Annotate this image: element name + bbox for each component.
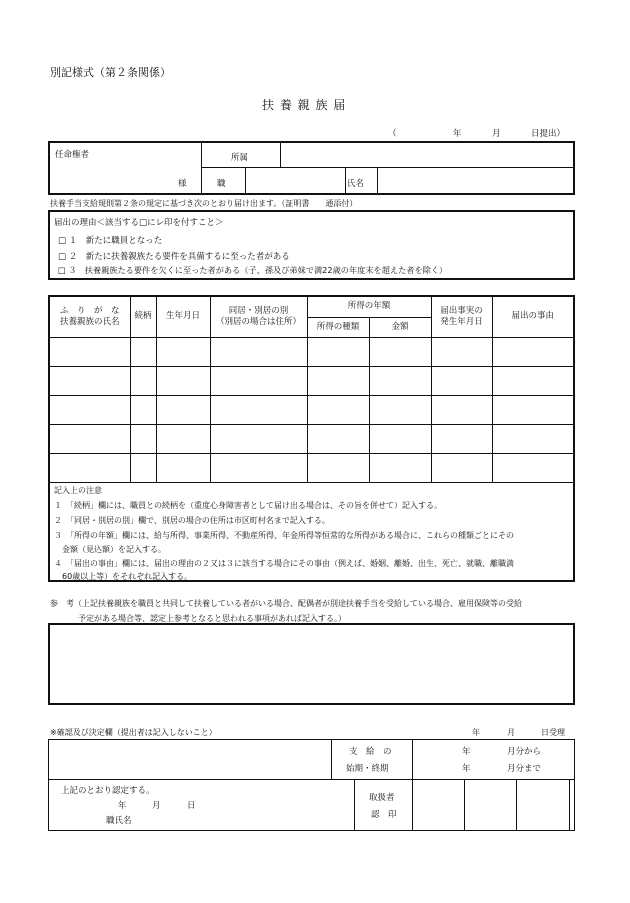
table-cell[interactable] — [210, 366, 307, 395]
table-cell[interactable] — [307, 337, 369, 366]
table-cell[interactable] — [156, 424, 210, 453]
certified-month-label: 月 — [152, 801, 161, 811]
table-cell[interactable] — [156, 366, 210, 395]
header-residence — [210, 297, 307, 337]
seal-cell[interactable] — [518, 781, 568, 829]
form-reference: 別記様式（第２条関係） — [50, 66, 171, 79]
submit-day-label: 日提出） — [531, 129, 566, 139]
header-event-date-line2: 発生年月日 — [440, 316, 483, 327]
received-month-label: 月 — [507, 728, 515, 737]
table-cell[interactable] — [369, 337, 431, 366]
officer-name-label: 職氏名 — [106, 816, 132, 826]
note-4: ４ 「届出の事由」欄には、届出の理由の２又は３に該当する場合にその事由（例えば、婚姻、離婚、出生、死亡、就職、離職満 — [54, 559, 514, 568]
certified-day-label: 日 — [187, 801, 196, 811]
header-relation: 続柄 — [130, 297, 156, 337]
header-reason: 届出の事由 — [492, 297, 573, 337]
header-income-type: 所得の種類 — [307, 317, 369, 337]
reason-box — [48, 210, 575, 280]
reason-option-3[interactable]: □ ３ 扶養親族たる要件を欠くに至った者がある（子、孫及び弟妹で満22歳の年度末を超えた者を除く） — [58, 265, 448, 275]
table-cell[interactable] — [492, 337, 573, 366]
confirmation-header: ※確認及び決定欄（提出者は記入しないこと） — [50, 728, 217, 737]
reason-option-1[interactable]: □ １ 新たに職員となった — [58, 236, 163, 246]
note-4-continued: 60歳以上等）をそれぞれ記入する。 — [62, 572, 193, 581]
header-residence-line2: （別居の場合は住所） — [215, 316, 301, 327]
certified-text: 上記のとおり認定する。 — [61, 786, 155, 796]
intro-text: 扶養手当支給規則第２条の規定に基づき次のとおり届け出ます。（証明書 通添付） — [50, 199, 358, 208]
header-birthdate: 生年月日 — [156, 297, 210, 337]
header-dependent-name: 扶養親族の氏名 — [59, 316, 120, 327]
table-cell[interactable] — [210, 424, 307, 453]
table-cell[interactable] — [431, 453, 492, 482]
table-cell[interactable] — [156, 453, 210, 482]
affiliation-label: 所属 — [231, 153, 249, 163]
reason-header: 届出の理由＜該当する□にレ印を付すこと＞ — [54, 218, 224, 228]
reference-line-1: 参 考（上記扶養親族を職員と共同して扶養している者がいる場合、配偶者が別途扶養手当を受給している場合、雇用保険等の受給 — [50, 599, 522, 608]
table-cell[interactable] — [156, 337, 210, 366]
dependents-table — [50, 297, 573, 483]
table-cell[interactable] — [210, 337, 307, 366]
reason-option-2[interactable]: □ ２ 新たに扶養親族たる要件を具備するに至った者がある — [58, 252, 290, 262]
table-cell[interactable] — [492, 453, 573, 482]
table-row — [50, 424, 573, 453]
honorific-label: 様 — [178, 179, 187, 189]
name-label: 氏名 — [347, 179, 365, 189]
table-cell[interactable] — [431, 424, 492, 453]
authority-box — [48, 141, 575, 195]
table-cell[interactable] — [369, 366, 431, 395]
reference-line-2: 予定がある場合等、認定上参考となると思われる事項があれば記入する。） — [78, 614, 346, 623]
post-field[interactable] — [247, 169, 343, 191]
table-row — [50, 366, 573, 395]
reference-input-box[interactable] — [48, 623, 575, 705]
confirmation-box — [48, 739, 575, 831]
table-cell[interactable] — [50, 395, 130, 424]
received-year-label: 年 — [472, 728, 480, 737]
table-cell[interactable] — [50, 337, 130, 366]
table-cell[interactable] — [431, 337, 492, 366]
header-furigana: ふ り が な — [59, 306, 120, 317]
table-cell[interactable] — [130, 453, 156, 482]
submit-year-label: 年 — [453, 129, 462, 139]
table-cell[interactable] — [307, 453, 369, 482]
table-cell[interactable] — [307, 366, 369, 395]
payment-from-month: 月分から — [507, 747, 542, 757]
post-label: 職 — [217, 179, 226, 189]
table-cell[interactable] — [130, 424, 156, 453]
table-cell[interactable] — [307, 424, 369, 453]
table-cell[interactable] — [369, 453, 431, 482]
table-cell[interactable] — [50, 366, 130, 395]
header-residence-line1: 同居・別居の別 — [228, 306, 289, 317]
table-cell[interactable] — [210, 453, 307, 482]
table-row — [50, 453, 573, 482]
table-cell[interactable] — [492, 395, 573, 424]
table-cell[interactable] — [130, 337, 156, 366]
table-row — [50, 337, 573, 366]
header-event-date-line1: 届出事実の — [440, 306, 483, 317]
table-cell[interactable] — [369, 424, 431, 453]
payment-from-year: 年 — [462, 747, 471, 757]
payment-to-year: 年 — [462, 764, 471, 774]
payment-to-month: 月分まで — [507, 764, 542, 774]
table-cell[interactable] — [50, 424, 130, 453]
notes-header: 記入上の注意 — [54, 486, 102, 495]
certified-year-label: 年 — [118, 801, 127, 811]
note-2: ２ 「同居・別居の別」欄で、別居の場合の住所は市区町村名まで記入する。 — [54, 516, 330, 525]
note-3: ３ 「所得の年額」欄には、給与所得、事業所得、不動産所得、年金所得等恒常的な所得がある場合に、これらの種類ごとにその — [54, 531, 514, 540]
table-cell[interactable] — [210, 395, 307, 424]
date-open-paren: （ — [388, 129, 397, 139]
name-field[interactable] — [379, 169, 569, 191]
submit-month-label: 月 — [492, 129, 501, 139]
payment-period-label-2: 始期・終期 — [346, 764, 389, 774]
seal-cell[interactable] — [414, 781, 463, 829]
payment-period-field[interactable] — [414, 741, 572, 778]
payment-period-label-1: 支 給 の — [349, 747, 392, 757]
table-cell[interactable] — [130, 395, 156, 424]
table-row — [50, 395, 573, 424]
page-title: 扶 養 親 族 届 — [262, 98, 347, 112]
table-cell[interactable] — [130, 366, 156, 395]
table-cell[interactable] — [307, 395, 369, 424]
dependents-section — [48, 295, 575, 582]
header-income: 所得の年額 — [307, 297, 431, 317]
appointing-authority-label: 任命権者 — [55, 150, 90, 160]
table-cell[interactable] — [156, 395, 210, 424]
table-cell[interactable] — [492, 366, 573, 395]
note-1: １ 「続柄」欄には、職員との続柄を（重度心身障害者として届け出る場合は、その旨を併せて）記入する。 — [54, 501, 442, 510]
table-cell[interactable] — [369, 395, 431, 424]
affiliation-field[interactable] — [282, 144, 570, 166]
header-income-amount: 金額 — [369, 317, 431, 337]
note-3-continued: 金額（見込額）を記入する。 — [62, 545, 166, 554]
table-cell[interactable] — [431, 366, 492, 395]
header-name — [50, 297, 130, 337]
seal-cell[interactable] — [466, 781, 515, 829]
handler-label: 取扱者 — [369, 793, 395, 803]
table-cell[interactable] — [492, 424, 573, 453]
table-cell[interactable] — [431, 395, 492, 424]
seal-label: 認 印 — [371, 810, 397, 820]
header-event-date — [431, 297, 492, 337]
table-cell[interactable] — [50, 453, 130, 482]
received-day-label: 日受理 — [541, 728, 565, 737]
